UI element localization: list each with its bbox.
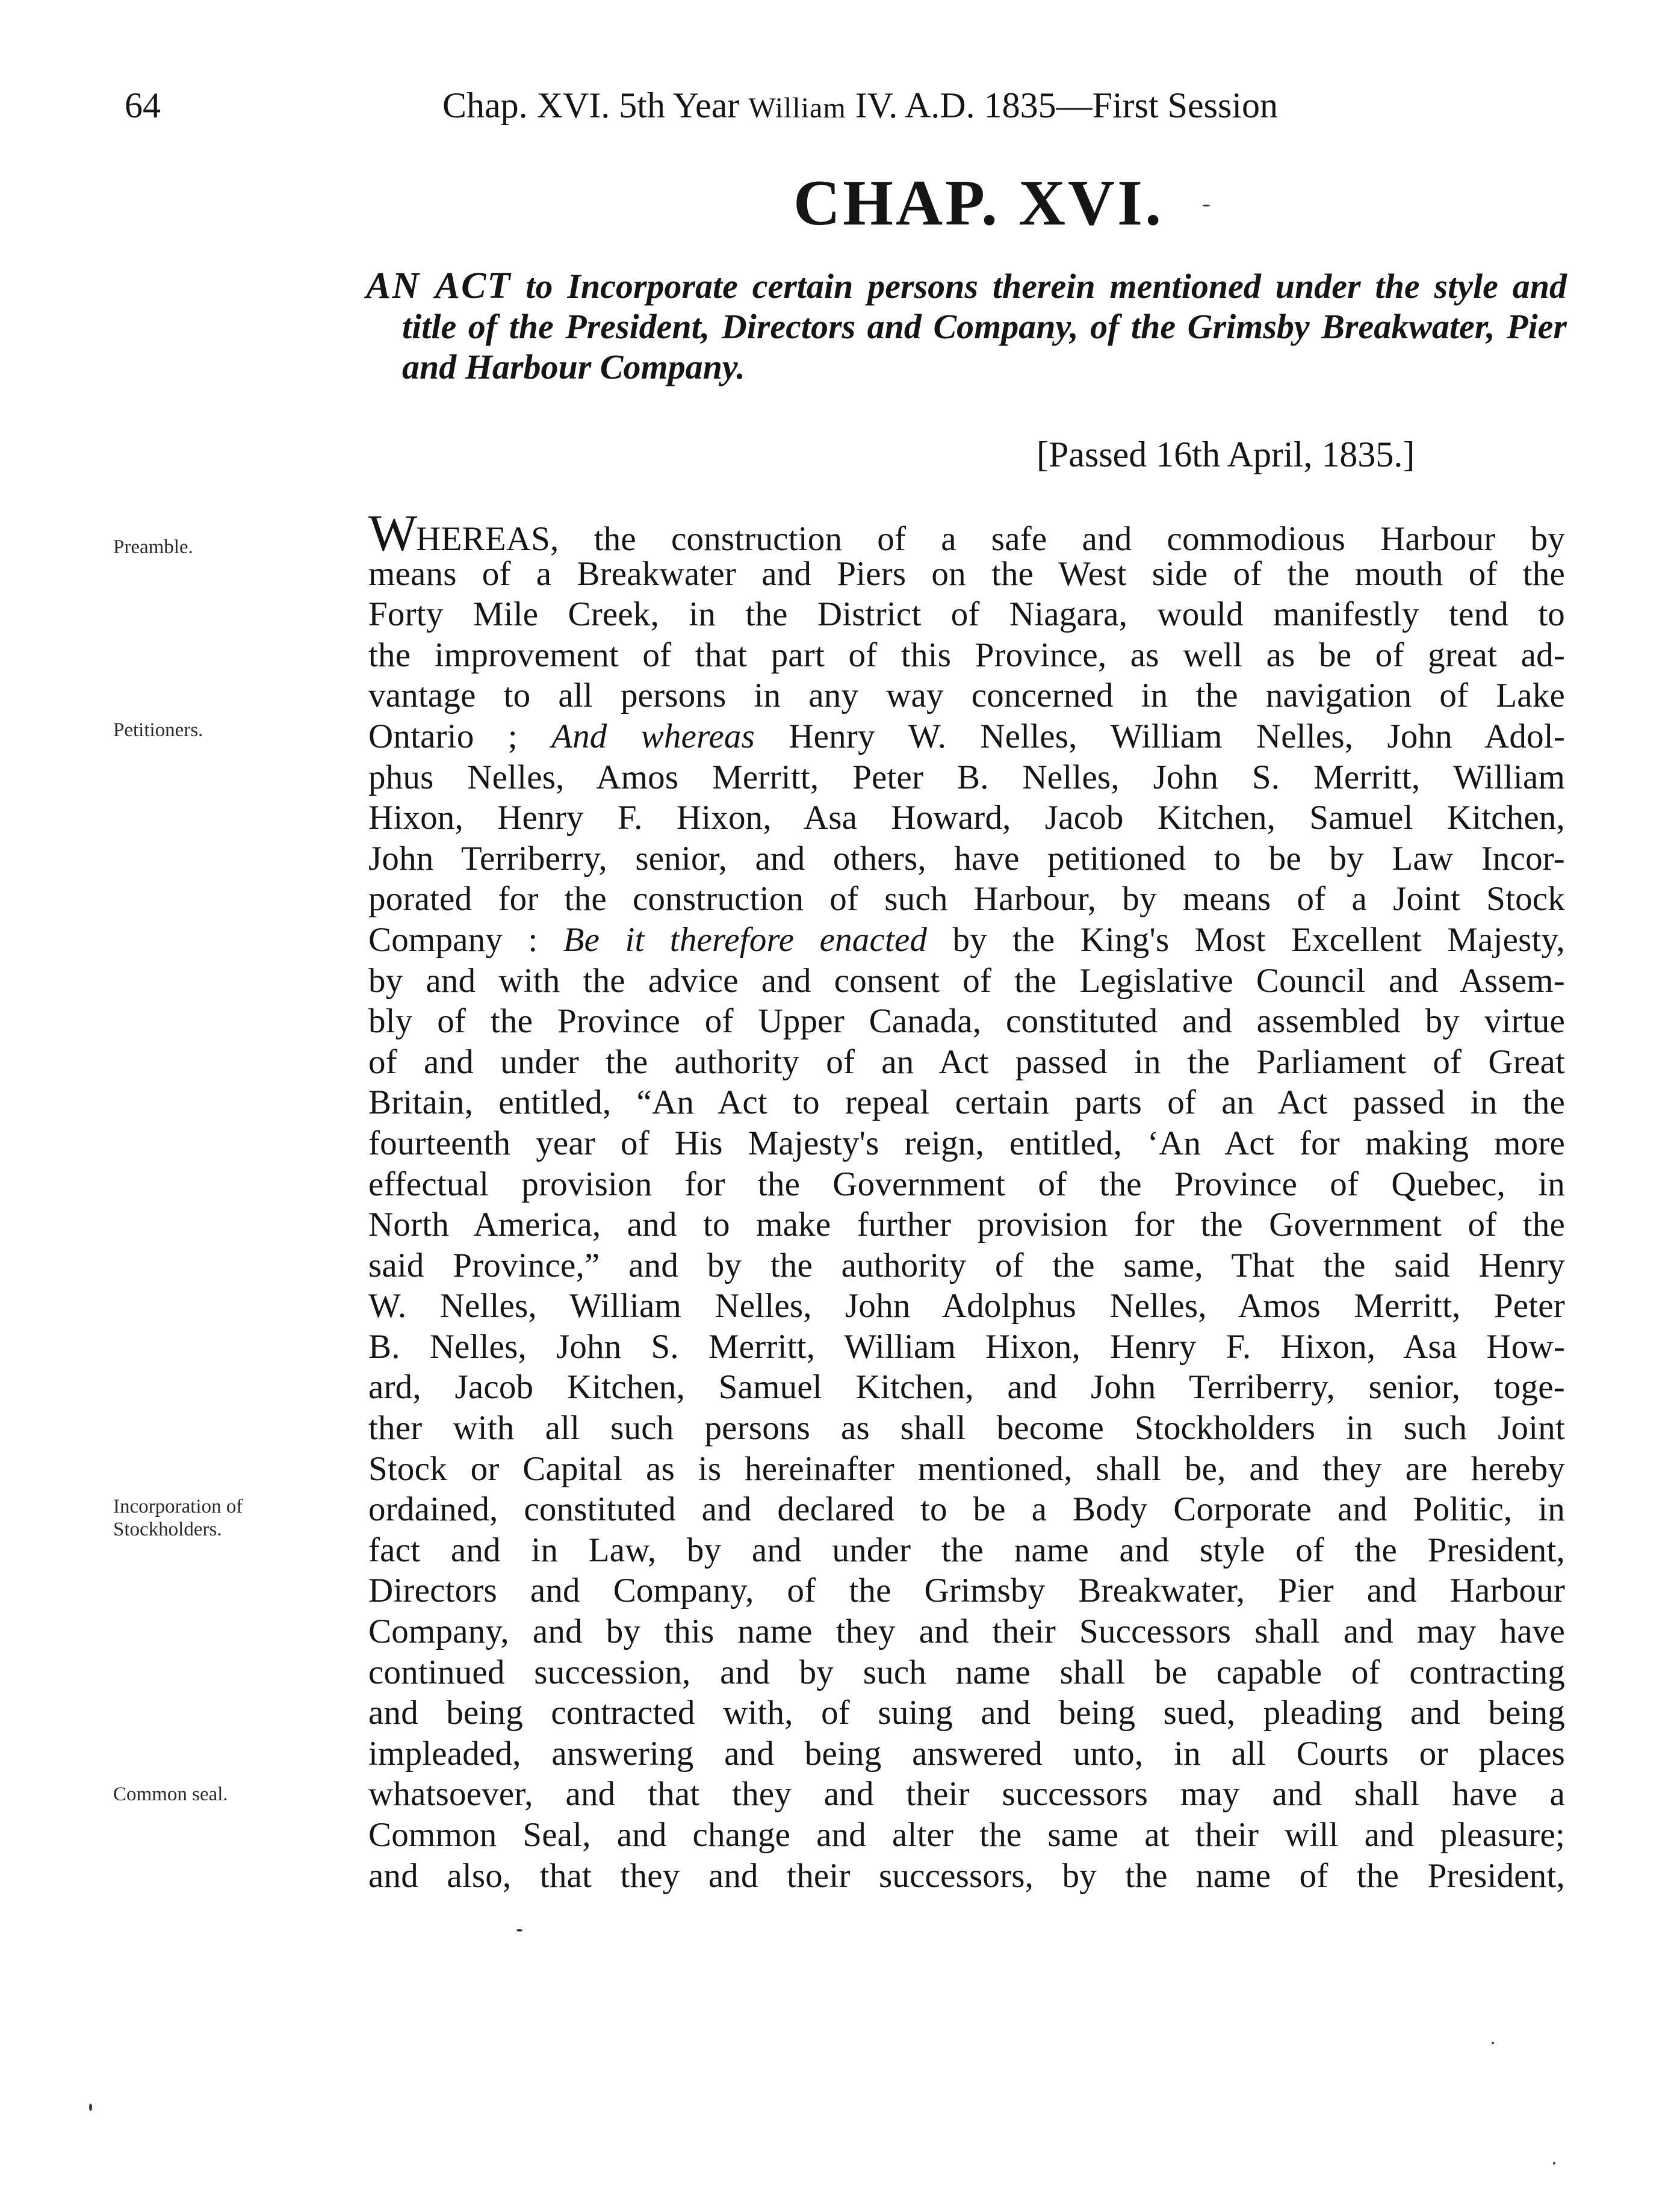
- body-line: means of a Breakwater and Piers on the West side of the mouth of the: [368, 554, 1565, 593]
- body-line: vantage to all persons in any way concerned in the navigation of Lake: [368, 677, 1565, 715]
- running-head-prefix: Chap. XVI. 5th Year: [442, 85, 749, 125]
- page-number: 64: [125, 85, 161, 125]
- scan-speck: [516, 1929, 522, 1932]
- body-line: whatsoever, and that they and their successors may and shall have a: [368, 1775, 1565, 1814]
- body-line: Company, and by this name they and their Successors shall and may have: [368, 1613, 1565, 1651]
- enacted-italic: Be it therefore enacted: [563, 920, 928, 959]
- body-line: porated for the construction of such Harbour, by means of a Joint Stock: [368, 880, 1565, 919]
- scan-speck: [89, 2104, 92, 2111]
- running-head-suffix: IV. A.D. 1835—First Session: [846, 85, 1279, 125]
- body-line: B. Nelles, John S. Merritt, William Hixon, Henry F. Hixon, Asa How-: [368, 1327, 1565, 1366]
- body-line: phus Nelles, Amos Merritt, Peter B. Nelles, John S. Merritt, William: [368, 758, 1565, 796]
- scan-speck: [1553, 2162, 1555, 2164]
- body-line: the improvement of that part of this Province, as well as be of great ad-: [368, 636, 1565, 674]
- body-line-text: by the King's Most Excellent Majesty,: [952, 920, 1565, 959]
- body-line: [368, 504, 1565, 562]
- body-line-text: HEREAS, the construction of a safe and commodious Harbour by: [416, 520, 1565, 558]
- margin-note-petitioners: Petitioners.: [113, 719, 203, 741]
- drop-cap: W: [368, 504, 417, 562]
- body-line: of and under the authority of an Act passed in the Parliament of Great: [368, 1042, 1565, 1081]
- body-line-text: Ontario ;: [368, 717, 518, 755]
- body-line: ard, Jacob Kitchen, Samuel Kitchen, and John Terriberry, senior, toge-: [368, 1368, 1565, 1407]
- body-line: Stock or Capital as is hereinafter mentioned, shall be, and they are hereby: [368, 1449, 1565, 1488]
- body-line: [368, 716, 1565, 757]
- body-line: ordained, constituted and declared to be a Body Corporate and Politic, in: [368, 1490, 1565, 1529]
- body-line: Common Seal, and change and alter the same at their will and pleasure;: [368, 1816, 1565, 1854]
- body-line: Directors and Company, of the Grimsby Breakwater, Pier and Harbour: [368, 1572, 1565, 1610]
- margin-note-incorporation: Incorporation of Stockholders.: [113, 1496, 243, 1540]
- scan-speck: [1203, 205, 1210, 206]
- act-body: [368, 504, 1565, 1896]
- passed-date: [Passed 16th April, 1835.]: [1037, 435, 1415, 474]
- body-line: continued succession, and by such name shall be capable of contracting: [368, 1653, 1565, 1691]
- body-line: impleaded, answering and being answered unto, in all Courts or places: [368, 1734, 1565, 1773]
- body-line: W. Nelles, William Nelles, John Adolphus Nelles, Amos Merritt, Peter: [368, 1287, 1565, 1325]
- act-title-rest: to Incorporate certain persons therein mentioned under the style and title of the President, Directors and Company, of the Grimsby Breakwater, Pier and Harbour Company.: [402, 267, 1567, 386]
- body-line: fact and in Law, by and under the name and style of the President,: [368, 1531, 1565, 1569]
- chapter-title: CHAP. XVI.: [793, 167, 1164, 239]
- body-line: Hixon, Henry F. Hixon, Asa Howard, Jacob Kitchen, Samuel Kitchen,: [368, 799, 1565, 837]
- body-line-text: Company :: [368, 920, 538, 959]
- body-line: by and with the advice and consent of the Legislative Council and Assem-: [368, 961, 1565, 1000]
- running-head-king: William: [748, 92, 846, 124]
- body-line: John Terriberry, senior, and others, have petitioned to be by Law Incor-: [368, 839, 1565, 878]
- act-title: [366, 266, 1567, 387]
- act-title-lead: AN ACT: [366, 265, 512, 306]
- body-line: bly of the Province of Upper Canada, constituted and assembled by virtue: [368, 1002, 1565, 1041]
- body-line: [368, 920, 1565, 961]
- margin-note-common-seal: Common seal.: [113, 1783, 228, 1805]
- body-line-text: Henry W. Nelles, William Nelles, John Adol-: [789, 717, 1565, 755]
- running-head: [442, 84, 1278, 129]
- whereas-italic: And whereas: [551, 717, 755, 755]
- body-line: Forty Mile Creek, in the District of Niagara, would manifestly tend to: [368, 595, 1565, 634]
- body-line: effectual provision for the Government of the Province of Quebec, in: [368, 1165, 1565, 1203]
- body-line: North America, and to make further provision for the Government of the: [368, 1206, 1565, 1244]
- body-line: ther with all such persons as shall become Stockholders in such Joint: [368, 1409, 1565, 1448]
- body-line: said Province,” and by the authority of the same, That the said Henry: [368, 1246, 1565, 1284]
- body-line: and also, that they and their successors, by the name of the President,: [368, 1856, 1565, 1895]
- body-line: and being contracted with, of suing and being sued, pleading and being: [368, 1694, 1565, 1732]
- body-line: fourteenth year of His Majesty's reign, entitled, ‘An Act for making more: [368, 1124, 1565, 1162]
- scan-speck: [1492, 2042, 1494, 2044]
- body-line: Britain, entitled, “An Act to repeal certain parts of an Act passed in the: [368, 1083, 1565, 1122]
- margin-note-preamble: Preamble.: [113, 536, 193, 558]
